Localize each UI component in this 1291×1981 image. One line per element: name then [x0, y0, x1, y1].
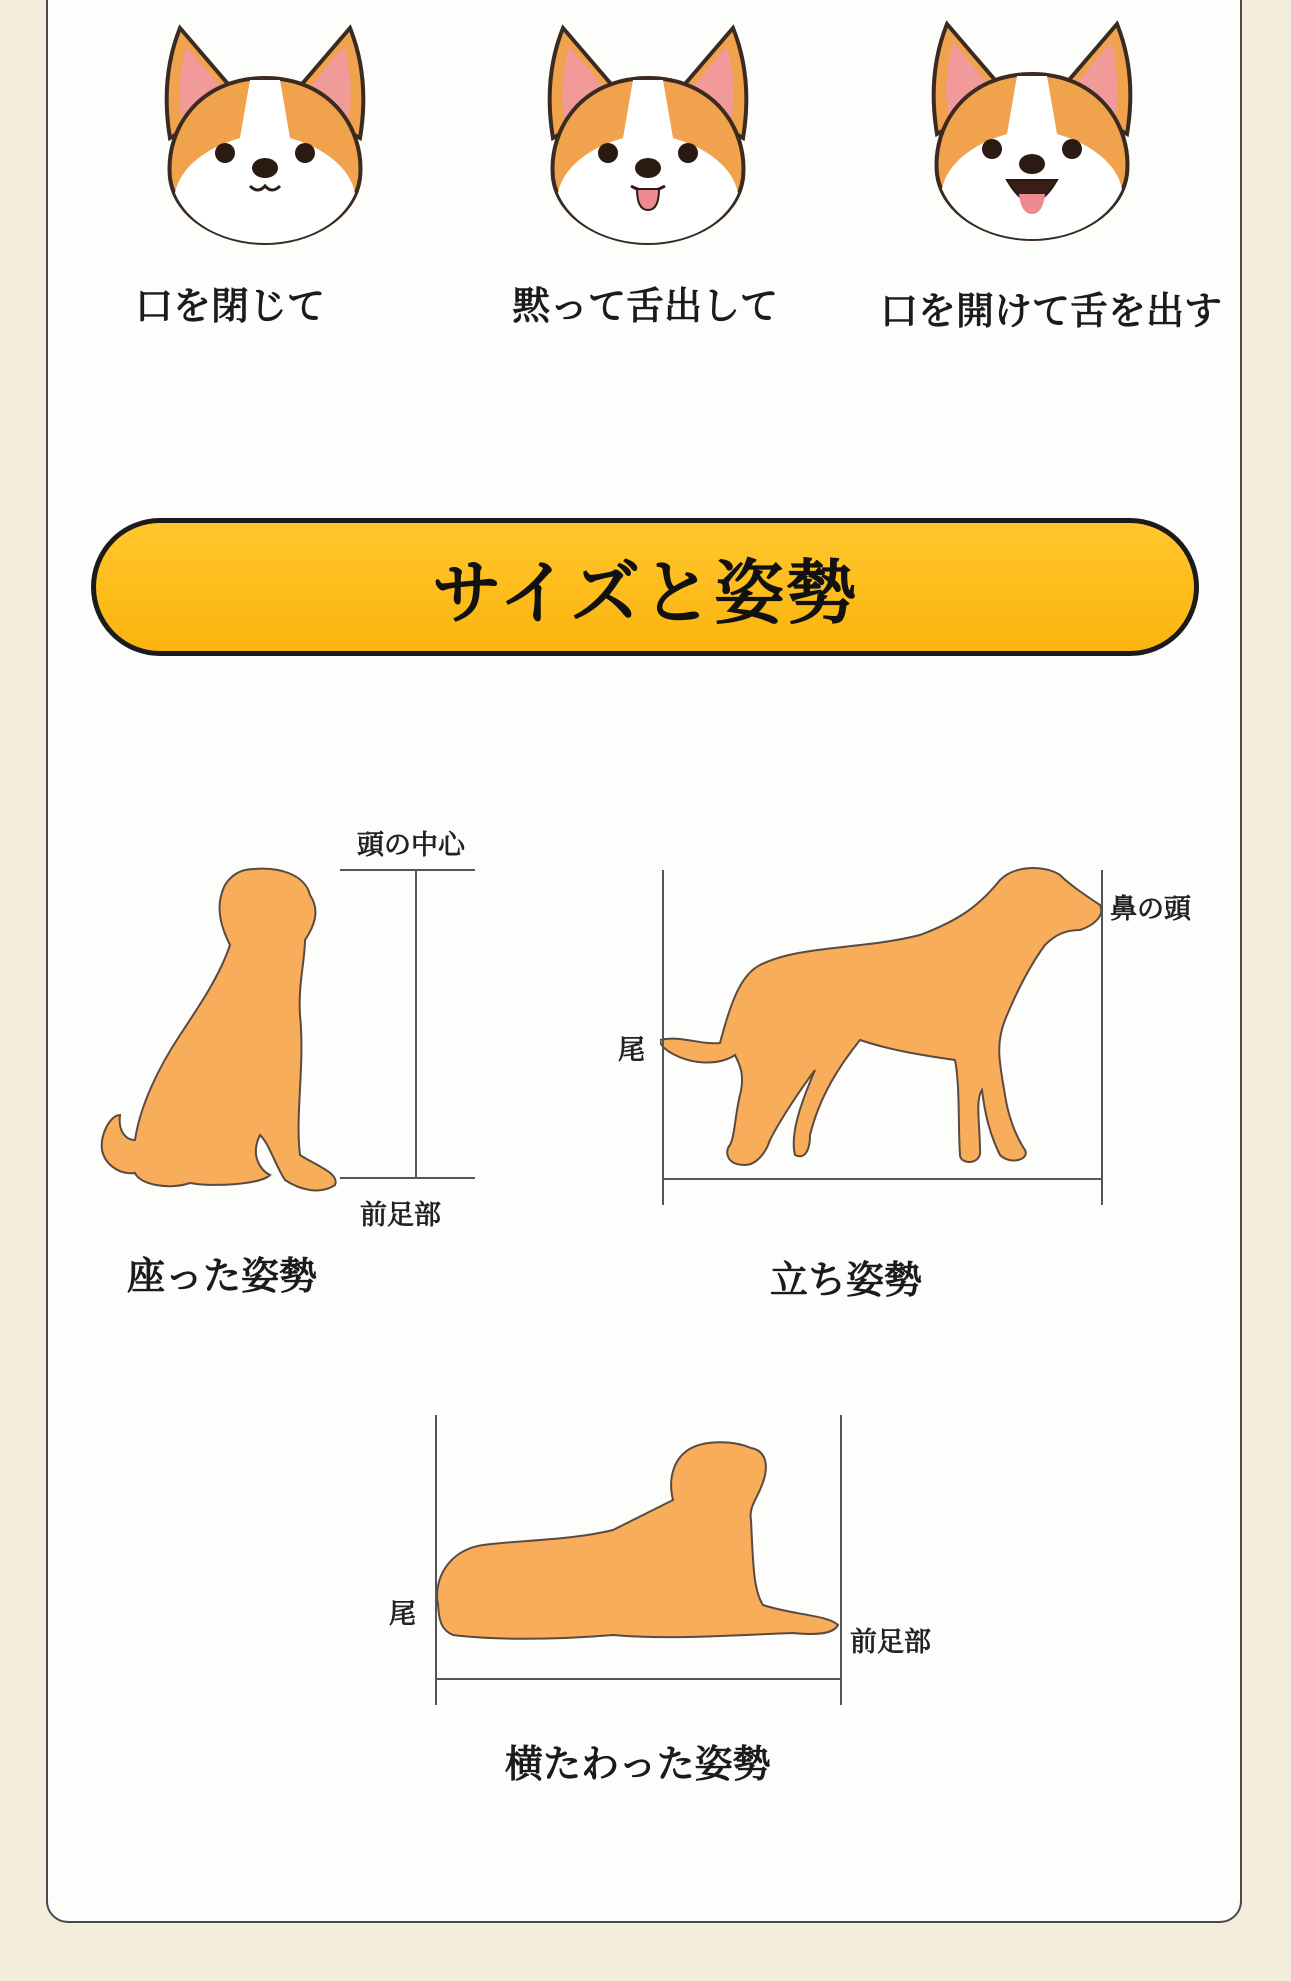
sitting-top-tick [340, 869, 475, 871]
standing-length-line [662, 1178, 1103, 1180]
sitting-height-line [415, 870, 417, 1178]
standing-pose-label: 立ち姿勢 [770, 1258, 923, 1302]
lying-right-tick [840, 1415, 842, 1705]
standing-right-label: 鼻の頭 [1110, 894, 1191, 925]
sitting-dog-silhouette [100, 865, 370, 1195]
sitting-bottom-tick [340, 1177, 475, 1179]
face-label-open: 口を開けて舌を出す [880, 289, 1223, 333]
face-label-tongue: 黙って舌出して [512, 284, 779, 328]
face-label-closed: 口を閉じて [135, 284, 326, 328]
standing-left-label: 尾 [618, 1035, 645, 1066]
corgi-face-tongue-out [533, 18, 763, 248]
lying-dog-silhouette [433, 1440, 843, 1645]
sitting-pose-label: 座った姿勢 [127, 1254, 318, 1298]
corgi-face-mouth-open [917, 14, 1147, 244]
lying-length-line [435, 1678, 842, 1680]
lying-right-label: 前足部 [850, 1627, 931, 1658]
lying-pose-label: 横たわった姿勢 [505, 1742, 771, 1786]
standing-right-tick [1101, 870, 1103, 1205]
standing-dog-silhouette [660, 865, 1105, 1170]
section-title: サイズと姿勢 [431, 551, 859, 634]
lying-left-label: 尾 [389, 1599, 416, 1630]
sitting-bottom-label: 前足部 [360, 1200, 441, 1231]
corgi-face-closed-mouth [150, 18, 380, 248]
sitting-top-label: 頭の中心 [357, 830, 465, 861]
section-banner [91, 518, 1199, 656]
standing-left-tick [662, 870, 664, 1205]
lying-left-tick [435, 1415, 437, 1705]
